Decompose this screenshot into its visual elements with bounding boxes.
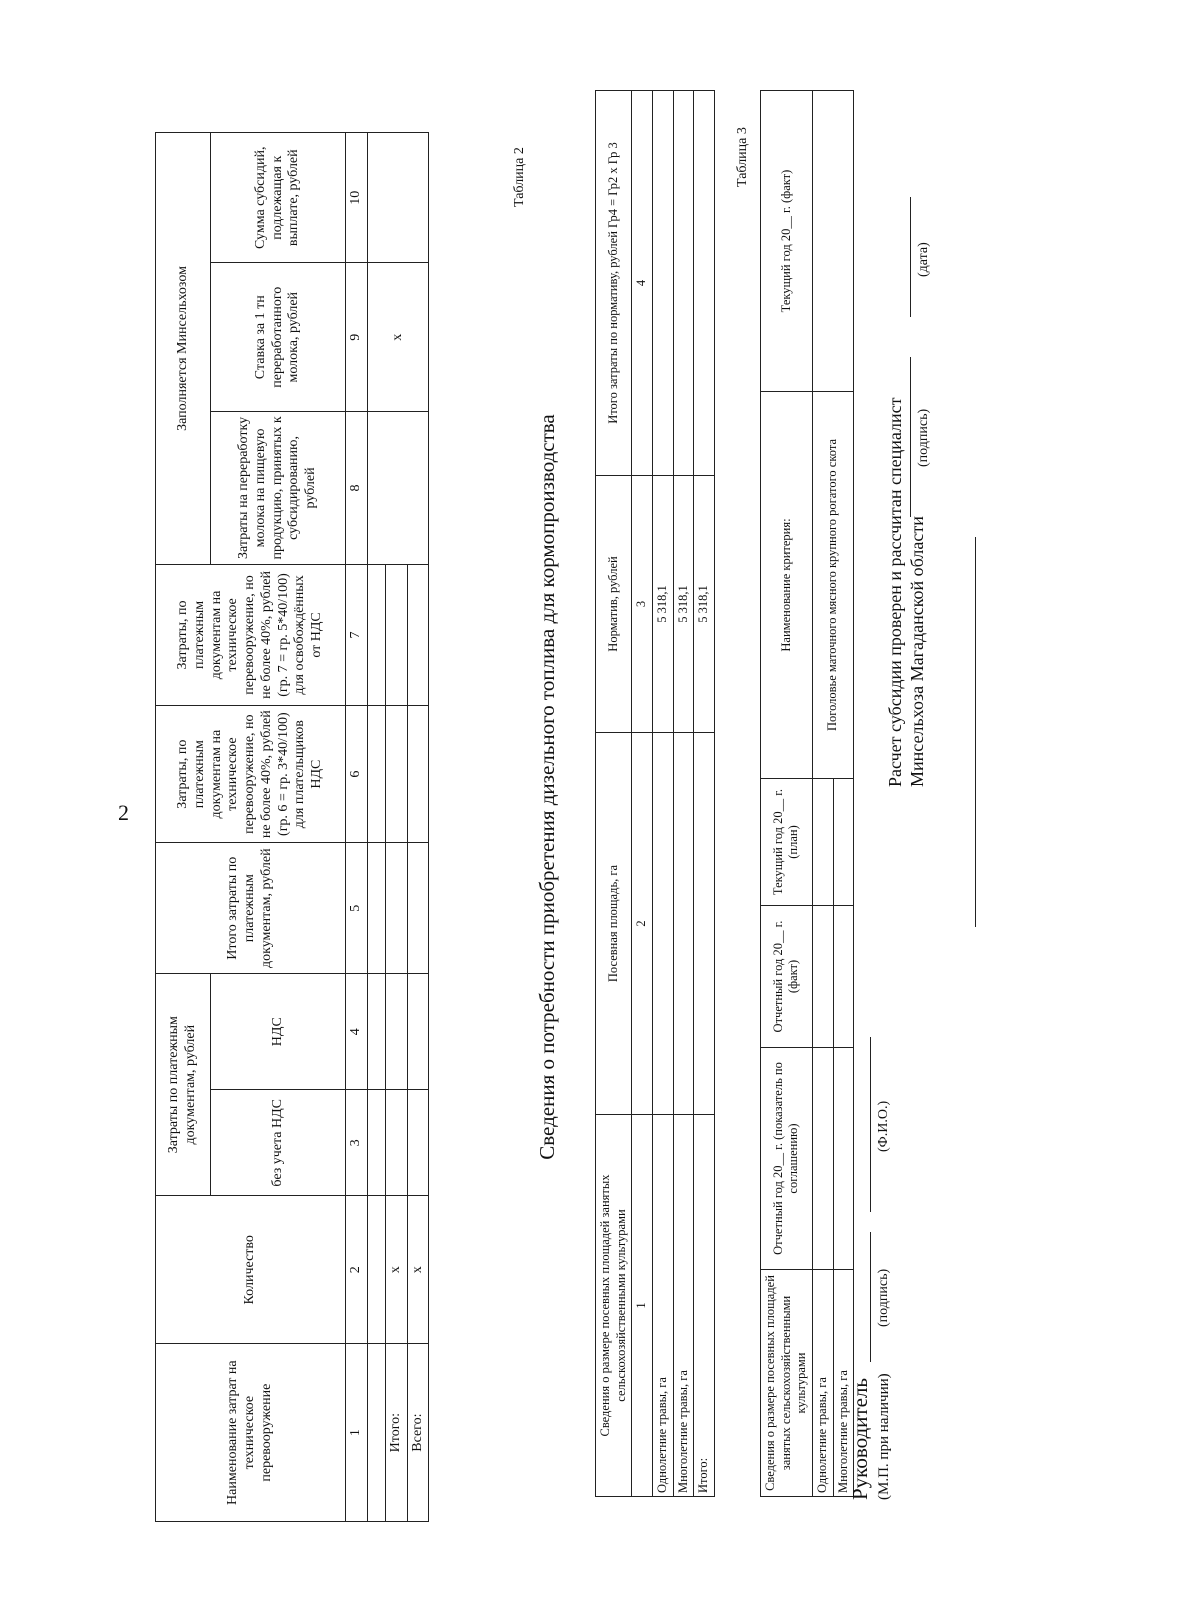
blank-line [975,537,976,927]
table-2-title: Сведения о потребности приобретения дизельного топлива для кормопроизводства [535,414,559,1160]
header-current-year-plan: Текущий год 20__ г. (план) [761,779,813,906]
signature-block [840,67,1040,1517]
col-number: 5 [346,843,368,974]
table-2-note: Таблица 2 [512,147,527,207]
table-technical-reequipment [155,132,429,1522]
header-crops: Сведения о размере посевных площадей занятых сельскохозяйственными культурами [596,1115,632,1497]
col-number: 8 [346,411,368,564]
col-number: 7 [346,564,368,705]
row-label: Однолетние травы, га [812,1270,833,1497]
norm-value: 5 318,1 [673,476,694,733]
col-number: 3 [346,1090,368,1196]
col-number: 4 [632,91,653,476]
norm-value: 5 318,1 [652,476,673,733]
col-number: 9 [346,263,368,411]
col-number: 6 [346,706,368,843]
col-number: 1 [632,1115,653,1497]
fio-line [870,1037,871,1212]
label-itogo: Итого: [385,1344,407,1522]
header-criterion-name: Наименование критерия: [761,392,813,779]
header-filled-by-ministry: Заполняется Минсельхозом [156,133,211,565]
header-report-year-agreement: Отчетный год 20__ г. (показатель по соглашению) [761,1048,813,1270]
signature-caption: (подпись) [876,1268,891,1327]
col-number: 2 [346,1196,368,1344]
header-col9: Ставка за 1 тн переработанного молока, рублей [211,263,346,411]
row-label: Однолетние травы, га [652,1115,673,1497]
stamp-label: (М.П. при наличии) [876,1373,892,1500]
x-mark: x [367,263,429,411]
header-total-docs: Итого затраты по платежным документам, рублей [156,843,346,974]
table-row [694,91,715,1497]
header-norm: Норматив, рублей [596,476,632,733]
header-quantity: Количество [156,1196,346,1344]
header-payment-docs: Затраты по платежным документам, рублей [156,974,211,1196]
header-crops: Сведения о размере посевных площадей занятых сельскохозяйственными культурами [761,1270,813,1497]
header-sown-area: Посевная площадь, га [596,733,632,1115]
col-number: 3 [632,476,653,733]
date-caption: (дата) [916,242,931,277]
column-numbers-row [346,133,368,1522]
table-row [652,91,673,1497]
row-label: Итого: [694,1115,715,1497]
header-col6: Затраты, по платежным документам на техническое перевооружение, но не более 40%, рублей (гр. 6 = гр. 3*40/100) для плательщиков НДС [156,706,346,843]
table-row [673,91,694,1497]
header-report-year-fact: Отчетный год 20__ г. (факт) [761,906,813,1048]
header-col10: Сумма субсидий, подлежащая к выплате, рублей [211,133,346,264]
table-3-note: Таблица 3 [735,127,750,187]
fio-caption: (Ф.И.О.) [876,1100,891,1152]
x-mark: x [385,1196,407,1344]
signature-line [870,1232,871,1362]
x-mark: x [407,1196,429,1344]
row-label: Многолетние травы, га [673,1115,694,1497]
header-col7: Затраты, по платежным документам на техническое перевооружение, но не более 40%, рублей (гр. 7 = гр. 5*40/100) для освобождённых от НДС [156,564,346,705]
header-cost-name: Наименование затрат на техническое перевооружение [156,1344,346,1522]
criterion-value: Поголовье маточного мясного крупного рогатого скота [812,392,853,779]
date-line [910,197,911,317]
norm-value: 5 318,1 [694,476,715,733]
head-label: Руководитель [848,1378,872,1500]
header-vat: НДС [211,974,346,1090]
sign2-line [910,357,911,517]
page-number: 2 [118,800,129,825]
row-label: Многолетние травы, га [833,1270,854,1497]
table-diesel-fuel [595,90,715,1497]
checked-by-text: Расчет субсидии проверен и рассчитан специалист Минсельхоза Магаданской области [885,397,927,787]
label-vsego: Всего: [407,1344,429,1522]
header-total-norm: Итого затраты по нормативу, рублей Гр4 = Гр2 x Гр 3 [596,91,632,476]
col-number: 2 [632,733,653,1115]
col-number: 10 [346,133,368,264]
header-without-vat: без учета НДС [211,1090,346,1196]
table-row [367,133,385,1522]
col-number: 4 [346,974,368,1090]
sign2-caption: (подпись) [916,408,931,467]
header-col8: Затраты на переработку молока на пищевую продукцию, принятых к субсидированию, рублей [211,411,346,564]
header-current-year-fact: Текущий год 20__ г. (факт) [761,91,813,392]
col-number: 1 [346,1344,368,1522]
table-row [812,91,833,1497]
